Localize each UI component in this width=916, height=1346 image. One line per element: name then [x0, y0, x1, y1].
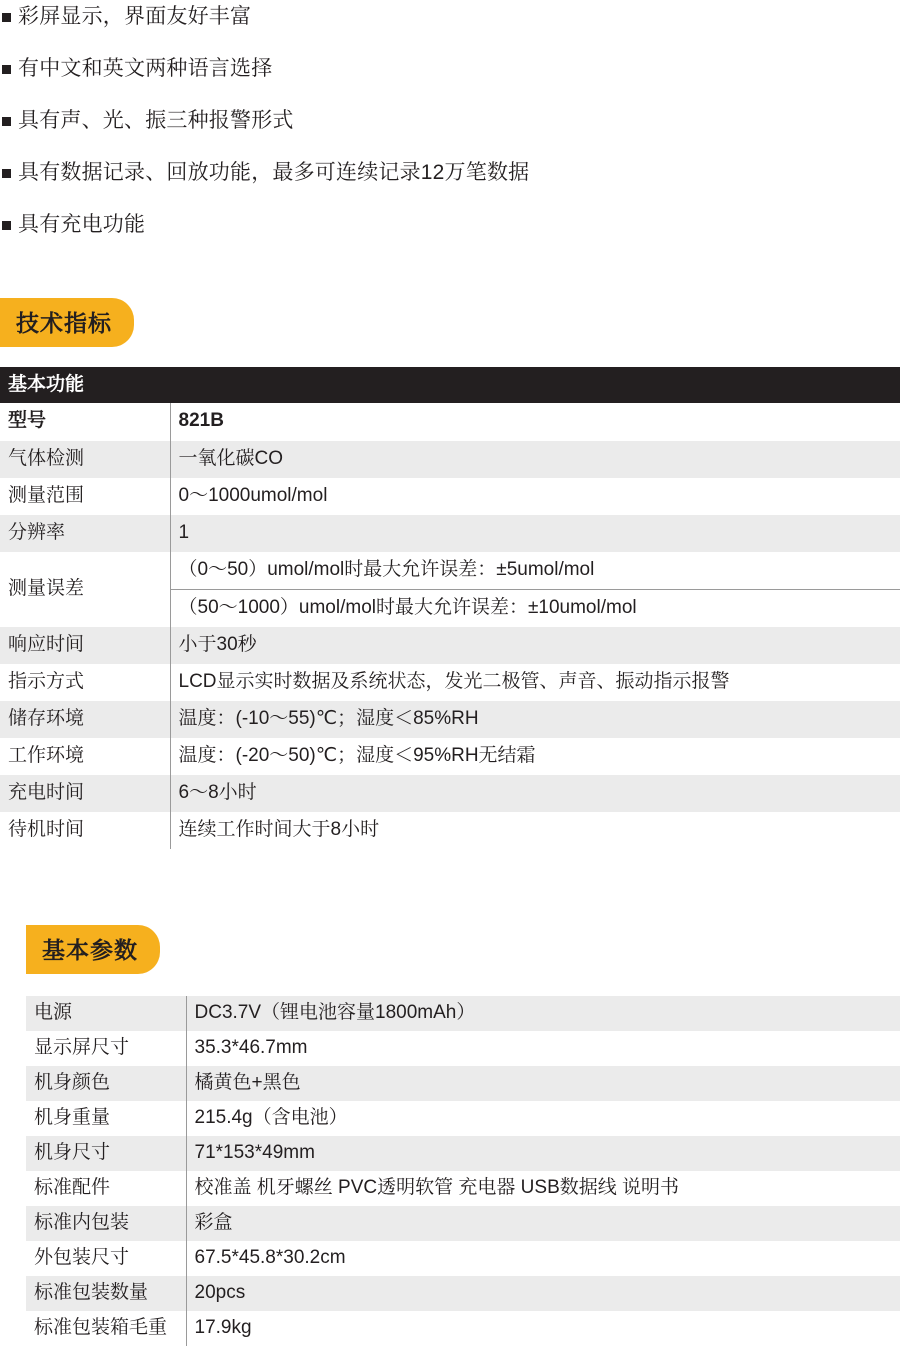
row-label: 测量范围: [0, 478, 170, 515]
row-label: 型号: [0, 403, 170, 441]
row-label: 指示方式: [0, 664, 170, 701]
feature-text: 具有充电功能: [18, 213, 146, 236]
bullet-square-icon: [2, 117, 11, 126]
row-value: 小于30秒: [170, 627, 900, 664]
table-row: [26, 1311, 900, 1346]
list-item: [0, 106, 916, 136]
table-row: [26, 1136, 900, 1171]
basic-params-table-wrapper: [26, 996, 916, 1346]
table-row: [0, 775, 900, 812]
row-label: 机身尺寸: [26, 1136, 186, 1171]
table-row: [0, 812, 900, 849]
table-row: [0, 552, 900, 590]
table-header-row: [0, 367, 900, 403]
list-item: [0, 210, 916, 240]
table-row: [26, 1206, 900, 1241]
table-row: [26, 1276, 900, 1311]
row-value: 温度：(-10～55)℃；湿度＜85%RH: [170, 701, 900, 738]
table-row: [26, 1101, 900, 1136]
row-label: 充电时间: [0, 775, 170, 812]
row-value: 一氧化碳CO: [170, 441, 900, 479]
row-value: 橘黄色+黑色: [186, 1066, 900, 1101]
basic-section-title: 基本参数: [26, 925, 160, 974]
row-value: 0～1000umol/mol: [170, 478, 900, 515]
bullet-square-icon: [2, 221, 11, 230]
row-label: 测量误差: [0, 552, 170, 627]
tech-section-heading: [0, 298, 134, 347]
row-label: 显示屏尺寸: [26, 1031, 186, 1066]
row-value: 821B: [170, 403, 900, 441]
tech-section-title: 技术指标: [0, 298, 134, 347]
table-row: [0, 478, 900, 515]
bullet-square-icon: [2, 65, 11, 74]
tech-spec-table: [0, 367, 900, 849]
row-value: 17.9kg: [186, 1311, 900, 1346]
row-label: 外包装尺寸: [26, 1241, 186, 1276]
row-value: 71*153*49mm: [186, 1136, 900, 1171]
table-row: [0, 441, 900, 479]
row-label: 标准包装数量: [26, 1276, 186, 1311]
table-row: [0, 738, 900, 775]
row-label: 响应时间: [0, 627, 170, 664]
row-label: 标准内包装: [26, 1206, 186, 1241]
list-item: [0, 158, 916, 188]
row-label: 储存环境: [0, 701, 170, 738]
row-value: DC3.7V（锂电池容量1800mAh）: [186, 996, 900, 1031]
row-label: 标准包装箱毛重: [26, 1311, 186, 1346]
table-row: [26, 1031, 900, 1066]
feature-text: 彩屏显示，界面友好丰富: [18, 5, 252, 28]
table-header-label: 基本功能: [0, 367, 900, 403]
basic-section-heading: [26, 925, 160, 974]
table-row: [26, 1066, 900, 1101]
row-value: 215.4g（含电池）: [186, 1101, 900, 1136]
row-value: LCD显示实时数据及系统状态，发光二极管、声音、振动指示报警: [170, 664, 900, 701]
bullet-square-icon: [2, 169, 11, 178]
feature-text: 具有声、光、振三种报警形式: [18, 109, 294, 132]
row-value: 校准盖 机牙螺丝 PVC透明软管 充电器 USB数据线 说明书: [186, 1171, 900, 1206]
row-label: 待机时间: [0, 812, 170, 849]
table-row: [0, 403, 900, 441]
row-label: 分辨率: [0, 515, 170, 552]
bullet-square-icon: [2, 13, 11, 22]
feature-text: 具有数据记录、回放功能，最多可连续记录12万笔数据: [18, 161, 530, 184]
row-value: 67.5*45.8*30.2cm: [186, 1241, 900, 1276]
row-value: 彩盒: [186, 1206, 900, 1241]
table-row: [26, 1241, 900, 1276]
list-item: [0, 54, 916, 84]
table-row: [26, 996, 900, 1031]
row-value: 6～8小时: [170, 775, 900, 812]
section-spacer: [0, 849, 916, 889]
list-item: [0, 2, 916, 32]
feature-text: 有中文和英文两种语言选择: [18, 57, 273, 80]
table-row: [26, 1171, 900, 1206]
table-row: [0, 701, 900, 738]
row-label: 气体检测: [0, 441, 170, 479]
row-label: 机身重量: [26, 1101, 186, 1136]
table-row: [0, 664, 900, 701]
row-value: 1: [170, 515, 900, 552]
row-value: 连续工作时间大于8小时: [170, 812, 900, 849]
basic-params-table: [26, 996, 900, 1346]
feature-bullet-list: [0, 0, 916, 240]
row-label: 机身颜色: [26, 1066, 186, 1101]
row-value: （0～50）umol/mol时最大允许误差：±5umol/mol: [170, 552, 900, 590]
row-label: 工作环境: [0, 738, 170, 775]
row-value-second-line: （50～1000）umol/mol时最大允许误差：±10umol/mol: [170, 590, 900, 628]
row-label: 电源: [26, 996, 186, 1031]
row-value: 温度：(-20～50)℃；湿度＜95%RH无结霜: [170, 738, 900, 775]
row-label: 标准配件: [26, 1171, 186, 1206]
table-row: [0, 515, 900, 552]
table-row: [0, 627, 900, 664]
row-value: 35.3*46.7mm: [186, 1031, 900, 1066]
row-value: 20pcs: [186, 1276, 900, 1311]
